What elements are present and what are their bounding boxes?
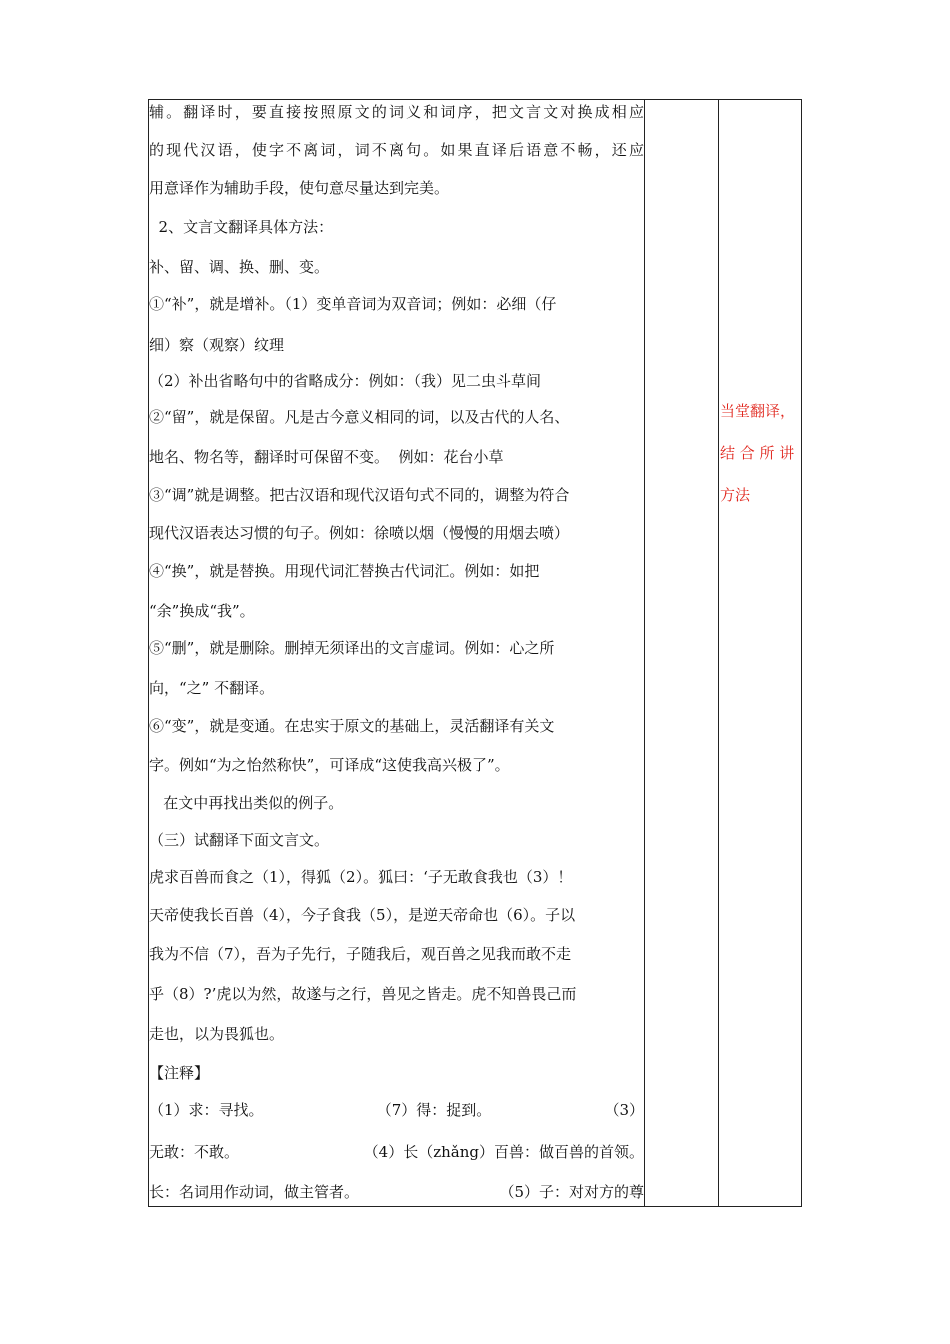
- text-line: 向，“之” 不翻译。: [149, 679, 275, 697]
- text-line: ②“留”，就是保留。凡是古今意义相同的词，以及古代的人名、: [149, 408, 570, 426]
- text-line: ⑤“删”，就是删除。删掉无须译出的文言虚词。例如：心之所: [149, 639, 555, 657]
- text-line: 2、文言文翻译具体方法：: [149, 218, 334, 236]
- main-content-cell: [149, 100, 644, 1206]
- lesson-table: [148, 99, 802, 1207]
- text-line: ⑥“变”，就是变通。在忠实于原文的基础上，灵活翻译有关文: [149, 717, 555, 735]
- text-line: 的 现 代 汉 语 ， 使 字 不 离 词 ， 词 不 离 句 。 如 果 直 译 后 语 意 不 畅 ， 还 应: [149, 141, 644, 159]
- teaching-note-cell: [719, 100, 803, 1206]
- text-line: 乎（8）?’虎以为然，故遂与之行，兽见之皆走。虎不知兽畏己而: [149, 985, 577, 1003]
- text-line: 虎求百兽而食之（1），得狐（2）。狐曰：‘子无敢食我也（3）！: [149, 868, 573, 886]
- text-line: 字。例如“为之怡然称快”，可译成“这使我高兴极了”。: [149, 756, 510, 774]
- text-line: ④“换”，就是替换。用现代词汇替换古代词汇。例如：如把: [149, 562, 540, 580]
- text-line: 地名、物名等，翻译时可保留不变。 例如：花台小草: [149, 448, 504, 466]
- annotation-item: （3）: [604, 1101, 644, 1119]
- annotation-item: （7）得：捉到。: [376, 1101, 492, 1119]
- annotation-item: （1）求：寻找。: [149, 1101, 264, 1119]
- text-line: 在文中再找出类似的例子。: [149, 794, 344, 812]
- text-line: （2）补出省略句中的省略成分：例如：（我）见二虫斗草间: [149, 372, 542, 390]
- text-line: 【注释】: [149, 1064, 210, 1082]
- text-line: 辅 。 翻 译 时 ， 要 直 接 按 照 原 文 的 词 义 和 词 序 ， 把 文 言 文 对 换 成 相 应: [149, 103, 644, 121]
- text-line: 用意译作为辅助手段，使句意尽量达到完美。: [149, 179, 450, 197]
- text-line: 走也，以为畏狐也。: [149, 1025, 285, 1043]
- annotation-row: [149, 1101, 644, 1119]
- column-divider: [644, 100, 645, 1206]
- annotation-item: 长：名词用作动词，做主管者。: [149, 1183, 360, 1201]
- annotation-item: （5）子：对对方的尊: [499, 1183, 644, 1201]
- teaching-note-line: 结 合 所 讲: [720, 444, 795, 462]
- annotation-row: [149, 1183, 644, 1201]
- text-line: ③“调”就是调整。把古汉语和现代汉语句式不同的，调整为符合: [149, 486, 570, 504]
- text-line: 天帝使我长百兽（4），今子食我（5），是逆天帝命也（6）。子以: [149, 906, 576, 924]
- text-line: 补、留、调、换、删、变。: [149, 258, 330, 276]
- text-line: 我为不信（7），吾为子先行，子随我后，观百兽之见我而敢不走: [149, 945, 572, 963]
- text-line: ①“补”，就是增补。（1）变单音词为双音词；例如：必细（仔: [149, 295, 557, 313]
- annotation-row: [149, 1143, 644, 1161]
- teaching-note-line: 方法: [720, 486, 751, 504]
- annotation-item: （4）长（zhǎng）百兽：做百兽的首领。: [363, 1143, 644, 1161]
- text-line: （三）试翻译下面文言文。: [149, 831, 330, 849]
- text-line: 细）察（观察）纹理: [149, 336, 285, 354]
- text-line: “余”换成“我”。: [149, 602, 255, 620]
- teaching-note-line: 当堂翻译，: [720, 402, 796, 420]
- annotation-item: 无敢：不敢。: [149, 1143, 240, 1161]
- text-line: 现代汉语表达习惯的句子。例如：徐喷以烟（慢慢的用烟去喷）: [149, 524, 570, 542]
